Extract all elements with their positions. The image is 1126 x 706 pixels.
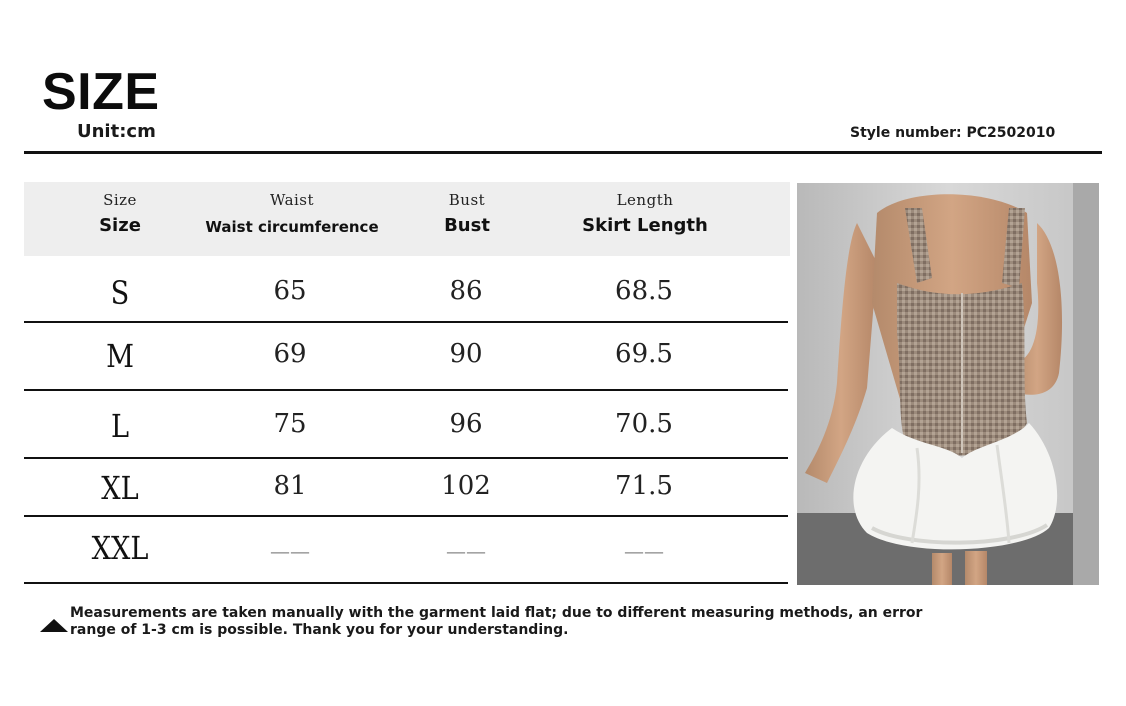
cell-waist: 69	[273, 339, 307, 369]
cell-size: M	[106, 337, 134, 375]
cell-waist: 81	[273, 471, 307, 501]
product-photo	[797, 183, 1099, 585]
cell-size: L	[110, 407, 130, 445]
column-header-waist-big: Waist circumference	[205, 218, 379, 236]
cell-length: 68.5	[615, 276, 673, 306]
table-row	[24, 531, 788, 584]
column-header-bust-big: Bust	[444, 215, 490, 236]
cell-length: ——	[624, 539, 664, 563]
column-header-waist	[205, 182, 378, 256]
measurement-note: Measurements are taken manually with the garment laid flat; due to different measuring methods, an error range of 1-3 cm is possible. Thank you for your understanding.	[70, 605, 923, 638]
cell-bust: 86	[449, 276, 483, 306]
column-header-size	[99, 182, 141, 256]
page-title: SIZE	[42, 63, 160, 121]
cell-length: 70.5	[615, 409, 673, 439]
column-header-length	[582, 182, 708, 256]
cell-bust: ——	[446, 539, 486, 563]
table-row	[24, 339, 788, 391]
table-row	[24, 276, 788, 323]
cell-size: XL	[101, 469, 139, 507]
cell-size: S	[110, 274, 130, 312]
cell-waist: 65	[273, 276, 307, 306]
column-header-bust	[444, 182, 490, 256]
cell-length: 71.5	[615, 471, 673, 501]
table-row	[24, 409, 788, 459]
size-table	[24, 182, 790, 567]
cell-waist: 75	[273, 409, 307, 439]
column-header-size-big: Size	[99, 215, 141, 236]
style-number: Style number: PC2502010	[850, 125, 1056, 141]
column-header-waist-small: Waist	[269, 191, 315, 209]
header-divider	[24, 151, 1102, 154]
cell-bust: 96	[449, 409, 483, 439]
column-header-length-big: Skirt Length	[582, 215, 708, 236]
column-header-size-small: Size	[103, 191, 137, 209]
cell-waist: ——	[270, 539, 310, 563]
unit-label: Unit:cm	[77, 121, 156, 142]
table-header	[24, 182, 790, 256]
column-header-bust-small: Bust	[448, 191, 486, 209]
cell-size: XXL	[91, 529, 149, 567]
cell-length: 69.5	[615, 339, 673, 369]
cell-bust: 90	[449, 339, 483, 369]
dress-back-view-image	[797, 183, 1099, 585]
table-row	[24, 471, 788, 517]
column-header-length-small: Length	[616, 191, 674, 209]
triangle-up-icon	[40, 619, 68, 632]
cell-bust: 102	[441, 471, 491, 501]
